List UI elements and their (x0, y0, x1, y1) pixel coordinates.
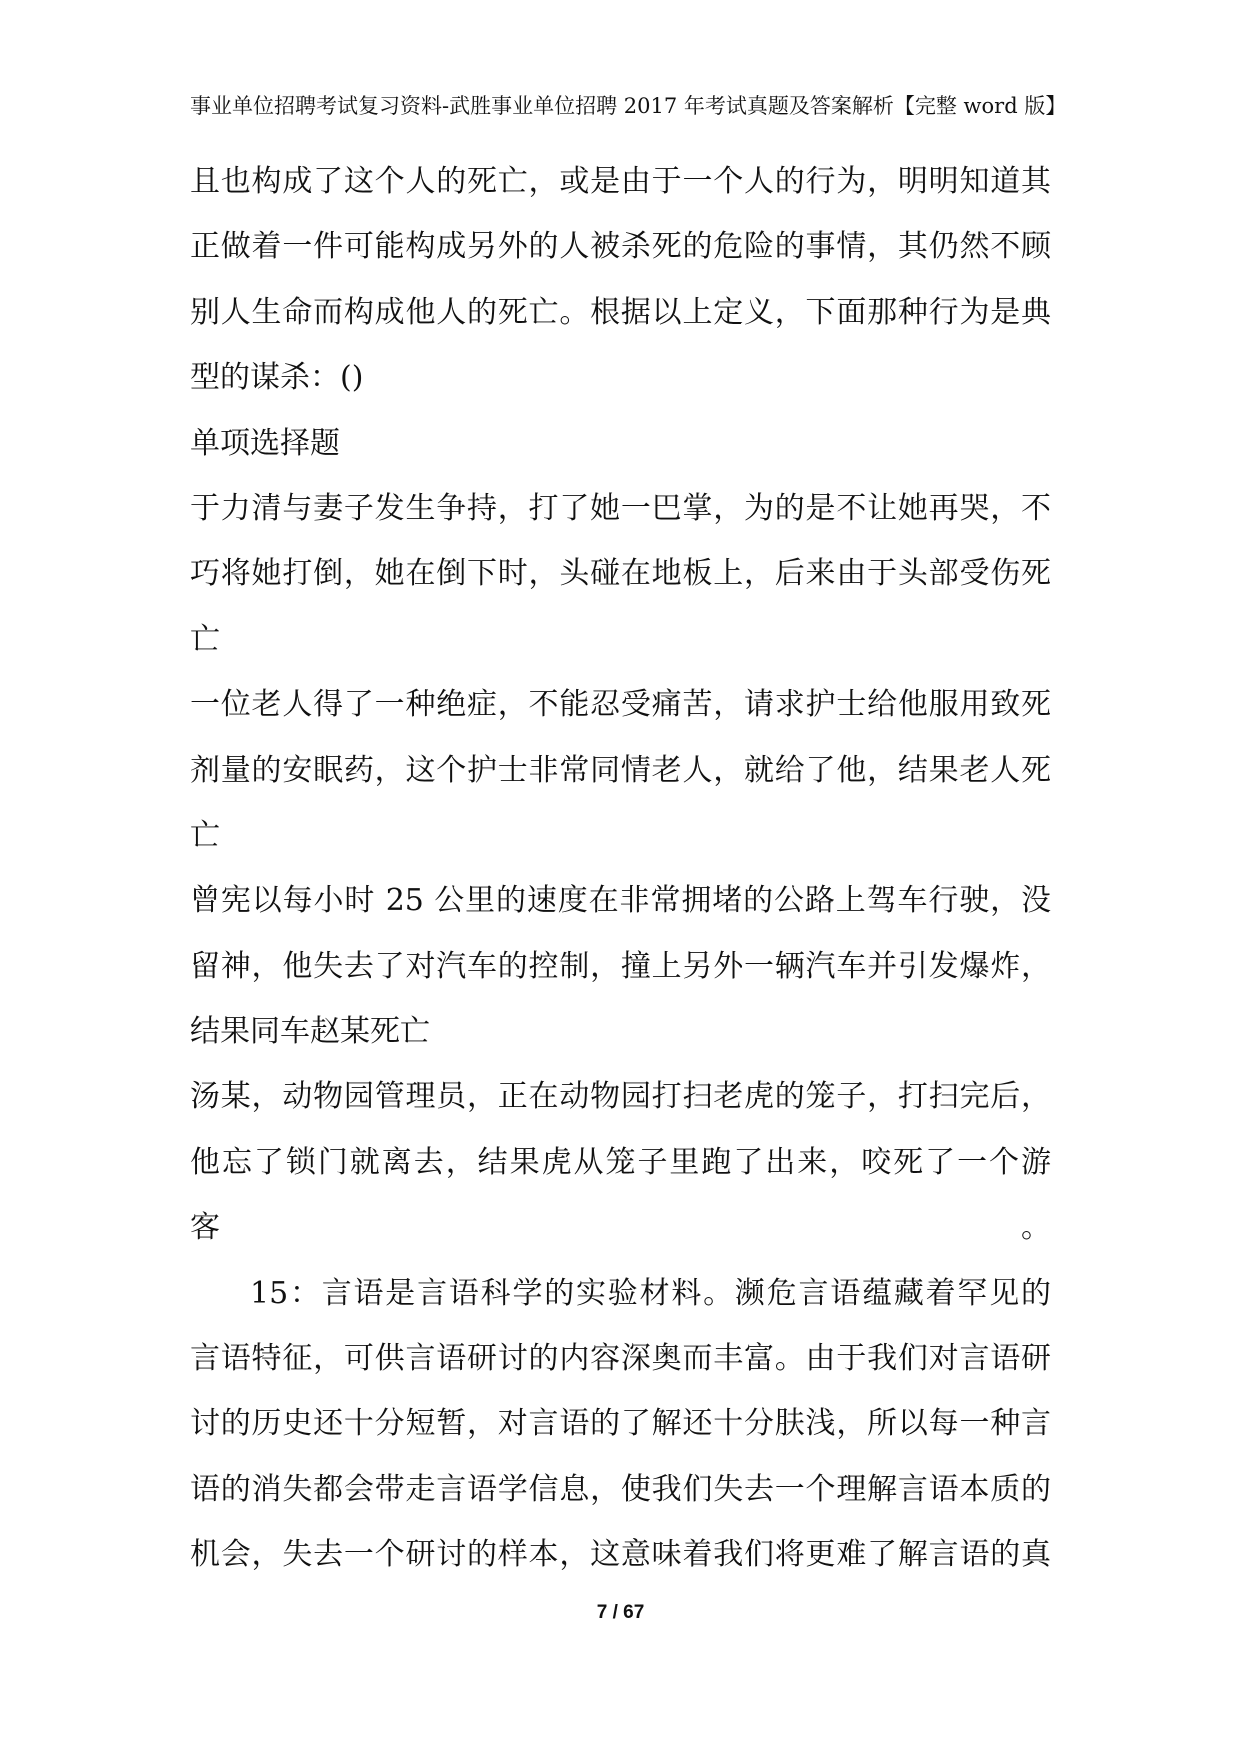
option-4 (190, 1064, 1051, 1246)
document-body (190, 149, 1051, 1588)
option-1 (190, 476, 1051, 672)
question-text-line: 正做着一件可能构成另外的人被杀死的危险的事情，其仍然不顾 (190, 229, 1051, 265)
option-text-line: 巧将她打倒，她在倒下时，头碰在地板上，后来由于头部受伤死 (190, 556, 1051, 592)
question-text-line: 机会，失去一个研讨的样本，这意味着我们将更难了解言语的真 (190, 1537, 1051, 1573)
question-text-line: 且也构成了这个人的死亡，或是由于一个人的行为，明明知道其 (190, 164, 1051, 199)
page-header: 事业单位招聘考试复习资料-武胜事业单位招聘 2017 年考试真题及答案解析【完整 word 版】 (190, 94, 1067, 118)
option-text-line: 结果同车赵某死亡 (190, 1014, 430, 1050)
option-text-line: 于力清与妻子发生争持，打了她一巴掌，为的是不让她再哭，不 (190, 490, 1051, 526)
question-text-line: 别人生命而构成他人的死亡。根据以上定义，下面那种行为是典 (190, 294, 1051, 330)
option-text-line: 亡 (190, 817, 220, 853)
option-text-line: 剂量的安眠药，这个护士非常同情老人，就给了他，结果老人死 (190, 752, 1051, 788)
option-text-line: 亡 (190, 621, 220, 657)
question-text-line: 语的消失都会带走言语学信息，使我们失去一个理解言语本质的 (190, 1471, 1051, 1507)
option-text-line: 曾宪以每小时 25 公里的速度在非常拥堵的公路上驾车行驶，没 (190, 883, 1051, 919)
option-2 (190, 672, 1051, 868)
option-3 (190, 868, 1051, 1064)
question-text-line: 言语特征，可供言语研讨的内容深奥而丰富。由于我们对言语研 (190, 1341, 1051, 1377)
question-text-line: 讨的历史还十分短暂，对言语的了解还十分肤浅，所以每一种言 (190, 1406, 1051, 1442)
question-stem (190, 149, 1051, 411)
option-text-line: 他忘了锁门就离去，结果虎从笼子里跑了出来，咬死了一个游客。 (190, 1144, 1051, 1246)
option-text-line: 汤某，动物园管理员，正在动物园打扫老虎的笼子，打扫完后， (190, 1079, 1051, 1115)
option-text-line: 一位老人得了一种绝症，不能忍受痛苦，请求护士给他服用致死 (190, 687, 1051, 723)
question-text-line: 型的谋杀：() (190, 360, 364, 396)
question-text-line: 15：言语是言语科学的实验材料。濒危言语蕴藏着罕见的 (250, 1275, 1051, 1311)
next-question (190, 1261, 1051, 1588)
page-number: 7 / 67 (596, 1602, 645, 1623)
question-type-label: 单项选择题 (190, 425, 340, 461)
option-text-line: 留神，他失去了对汽车的控制，撞上另外一辆汽车并引发爆炸， (190, 948, 1051, 984)
